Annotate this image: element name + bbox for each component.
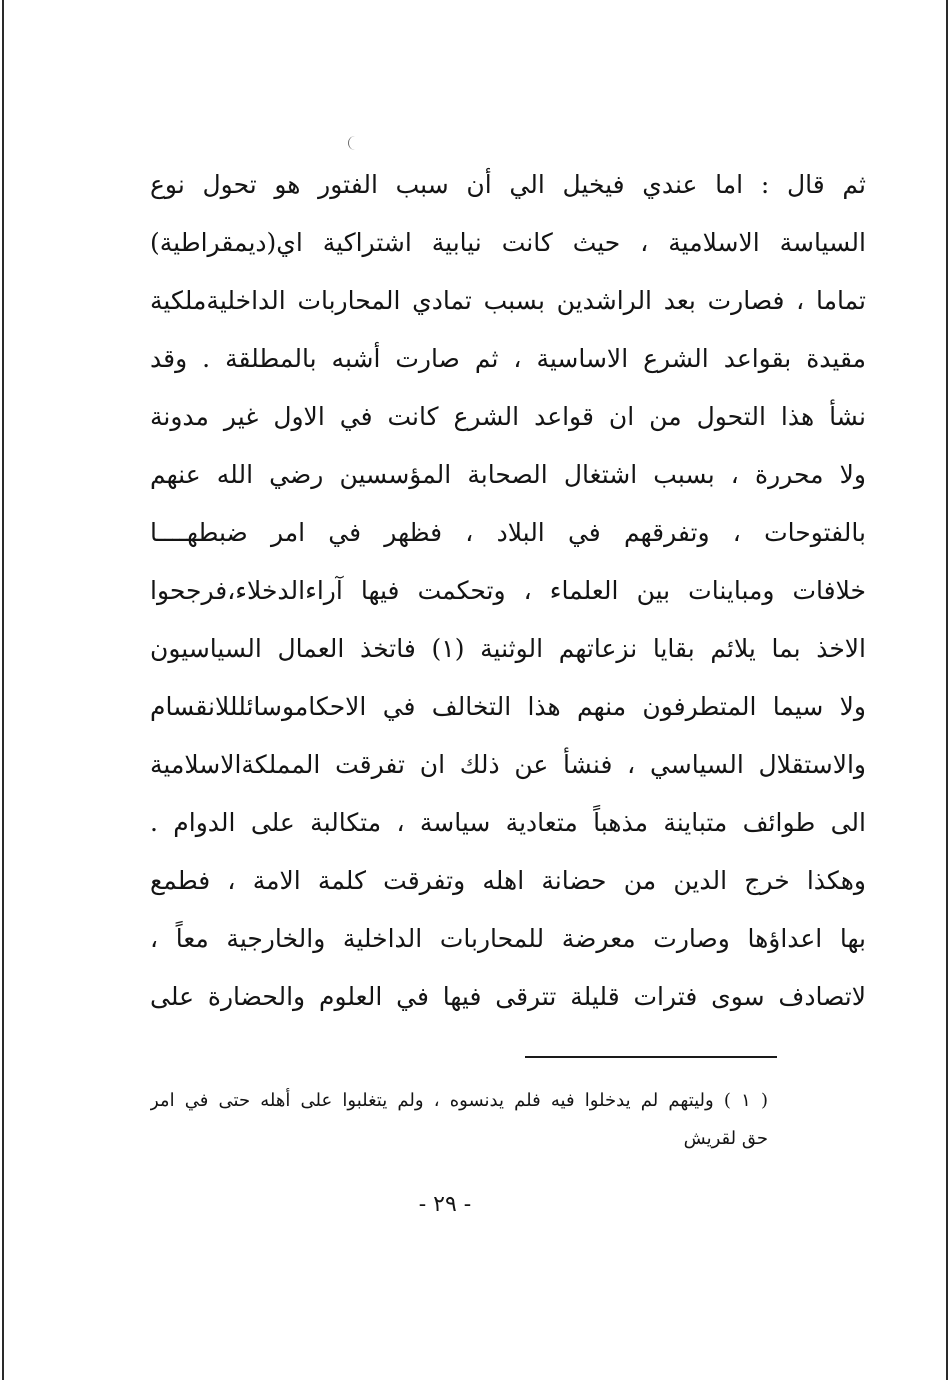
text-line: مقيدة بقواعد الشرع الاساسية ، ثم صارت أشبه بالمطلقة . وقد xyxy=(150,344,866,373)
scan-edge-right xyxy=(946,0,948,1380)
footnote-line: ( ١ ) وليتهم لم يدخلوا فيه فلم يدنسوه ، ولم يتغلبوا على أهله حتى في امر xyxy=(150,1090,768,1111)
text-line: نشأ هذا التحول من ان قواعد الشرع كانت في الاول غير مدونة xyxy=(150,402,866,431)
page-number: - ٢٩ - xyxy=(418,1192,472,1217)
footnote-line: حق لقريش xyxy=(683,1128,768,1149)
text-line: بها اعداؤها وصارت معرضة للمحاربات الداخلية والخارجية معاً ، xyxy=(150,924,866,953)
text-line: لاتصادف سوى فترات قليلة تترقى فيها في العلوم والحضارة على xyxy=(150,982,866,1011)
text-line: تماما ، فصارت بعد الراشدين بسبب تمادي المحاربات الداخليةملكية xyxy=(150,286,866,315)
footnote xyxy=(150,1082,768,1158)
footnote-divider xyxy=(525,1056,777,1058)
text-line: ثم قال : اما عندي فيخيل الي أن سبب الفتور هو تحول نوع xyxy=(150,170,866,199)
text-line: وهكذا خرج الدين من حضانة اهله وتفرقت كلمة الامة ، فطمع xyxy=(150,866,866,895)
text-line: بالفتوحات ، وتفرقهم في البلاد ، فظهر في امر ضبطهــــا xyxy=(150,518,866,547)
text-line: والاستقلال السياسي ، فنشأ عن ذلك ان تفرقت المملكةالاسلامية xyxy=(150,750,866,779)
stray-mark xyxy=(348,136,355,150)
text-line: الى طوائف متباينة مذهباً متعادية سياسة ، متكالبة على الدوام . xyxy=(150,808,866,837)
scan-edge-left xyxy=(2,0,4,1380)
text-line: خلافات ومباينات بين العلماء ، وتحكمت فيها آراءالدخلاء،فرجحوا xyxy=(150,576,866,605)
text-line: ولا محررة ، بسبب اشتغال الصحابة المؤسسين رضي الله عنهم xyxy=(150,460,866,489)
text-line: السياسة الاسلامية ، حيث كانت نيابية اشتراكية اي(ديمقراطية) xyxy=(150,228,866,257)
text-line: الاخذ بما يلائم بقايا نزعاتهم الوثنية (١) فاتخذ العمال السياسيون xyxy=(150,634,866,663)
text-line: ولا سيما المتطرفون منهم هذا التخالف في الاحكاموسائلللانقسام xyxy=(150,692,866,721)
body-text xyxy=(150,156,866,1026)
